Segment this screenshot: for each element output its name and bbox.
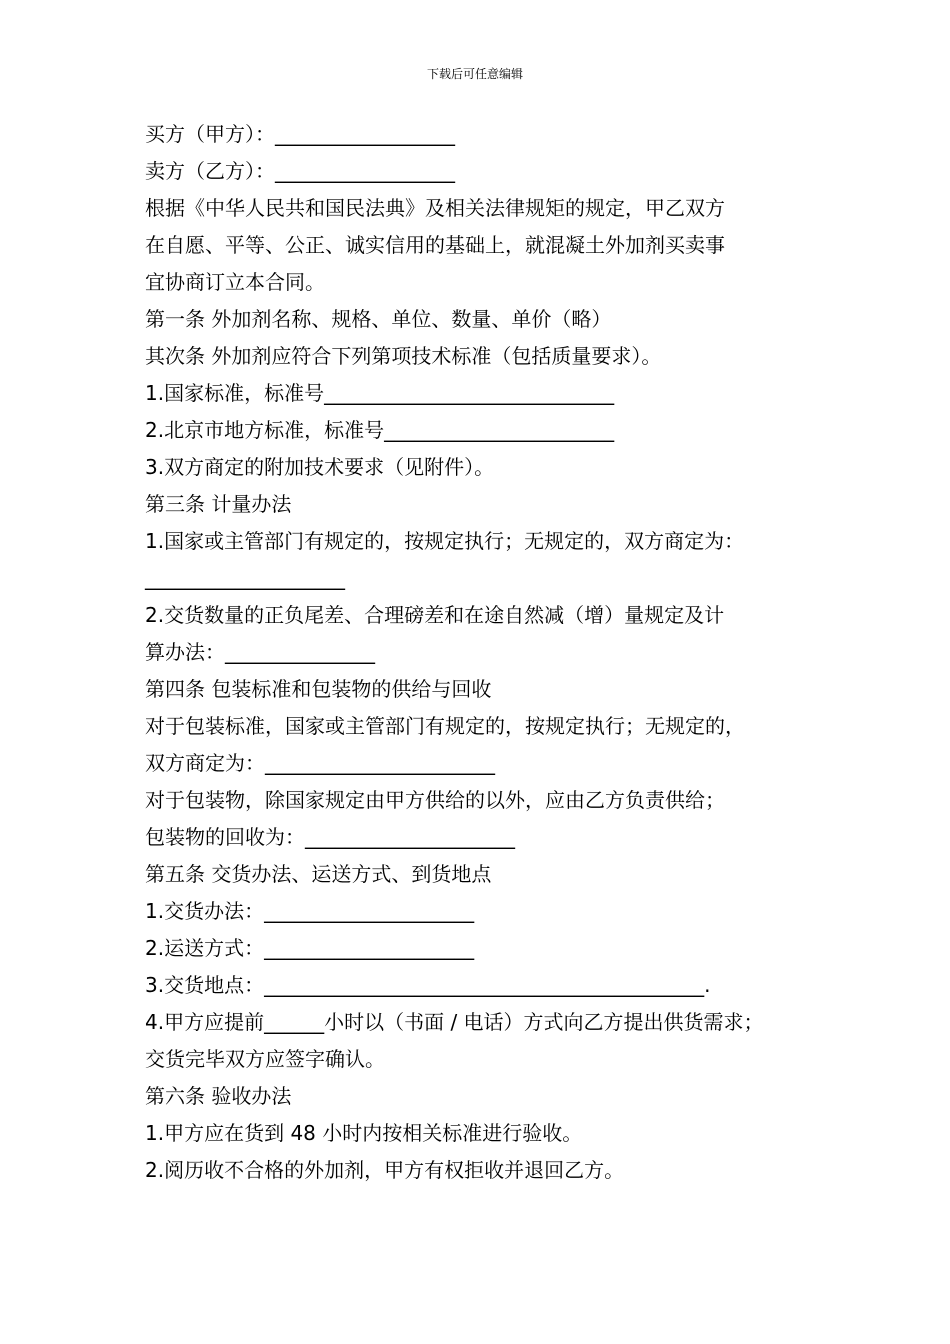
article-heading: 第三条 计量办法 [145, 492, 292, 516]
clause-line: 算办法：_______________ [145, 640, 375, 664]
clause-line: 1.交货办法：_____________________ [145, 899, 475, 923]
clause-line: 2.阅历收不合格的外加剂，甲方有权拒收并退回乙方。 [145, 1158, 625, 1182]
clause-line: 2.北京市地方标准，标准号_______________________ [145, 418, 615, 442]
seller-line: 卖方（乙方）：__________________ [145, 159, 455, 183]
article-heading: 第六条 验收办法 [145, 1084, 292, 1108]
clause-line: 双方商定为：_______________________ [145, 751, 495, 775]
page-header: 下载后可任意编辑 [426, 67, 523, 81]
article-heading: 第五条 交货办法、运送方式、到货地点 [145, 862, 492, 886]
blank-line: ____________________ [145, 566, 345, 590]
clause-line: 1.国家或主管部门有规定的，按规定执行；无规定的，双方商定为： [145, 529, 745, 553]
clause-line: 4.甲方应提前______小时以（书面 / 电话）方式向乙方提出供货需求； [145, 1010, 764, 1034]
clause-line: 1.国家标准，标准号_____________________________ [145, 381, 615, 405]
clause-line: 2.运送方式：_____________________ [145, 936, 475, 960]
clause-line: 交货完毕双方应签字确认。 [145, 1047, 385, 1071]
buyer-line: 买方（甲方）：__________________ [145, 122, 455, 146]
contract-body [145, 116, 835, 1189]
clause-line: 3.交货地点：____________________________________________. [145, 973, 711, 997]
preamble-line: 在自愿、平等、公正、诚实信用的基础上，就混凝土外加剂买卖事 [145, 233, 725, 257]
article-heading: 第一条 外加剂名称、规格、单位、数量、单价（略） [145, 307, 612, 331]
clause-line: 包装物的回收为：_____________________ [145, 825, 515, 849]
clause-line: 对于包装标准，国家或主管部门有规定的，按规定执行；无规定的， [145, 714, 745, 738]
preamble-line: 根据《中华人民共和国民法典》及相关法律规矩的规定，甲乙双方 [145, 196, 725, 220]
clause-line: 1.甲方应在货到 48 小时内按相关标准进行验收。 [145, 1121, 583, 1145]
article-heading: 其次条 外加剂应符合下列第项技术标准（包括质量要求）。 [145, 344, 662, 368]
preamble-line: 宜协商订立本合同。 [145, 270, 325, 294]
article-heading: 第四条 包装标准和包装物的供给与回收 [145, 677, 492, 701]
clause-line: 3.双方商定的附加技术要求（见附件）。 [145, 455, 495, 479]
clause-line: 对于包装物，除国家规定由甲方供给的以外，应由乙方负责供给； [145, 788, 725, 812]
clause-line: 2.交货数量的正负尾差、合理磅差和在途自然减（增）量规定及计 [145, 603, 725, 627]
